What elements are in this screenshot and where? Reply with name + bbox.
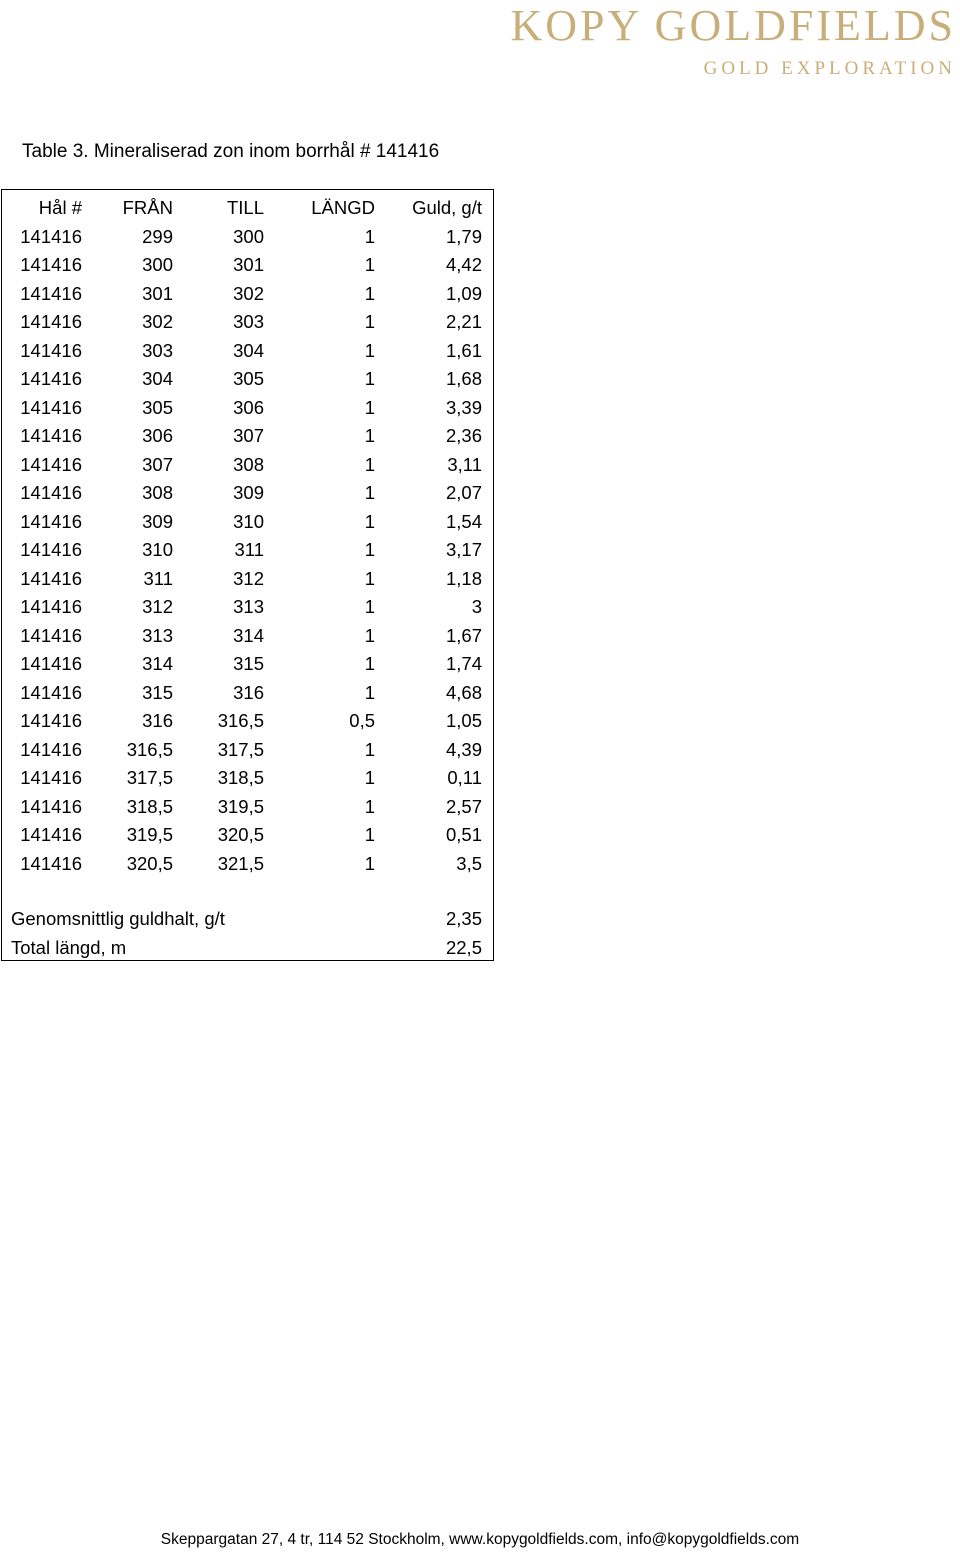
cell-gold: 1,54 [445, 510, 482, 532]
cell-to: 319,5 [217, 795, 264, 817]
cell-gold: 3,11 [447, 453, 482, 475]
cell-hole: 141416 [20, 539, 82, 560]
cell-hole: 141416 [20, 425, 82, 446]
cell-gold: 2,07 [445, 482, 482, 503]
cell-from: 309 [142, 510, 173, 532]
cell-length: 1 [364, 795, 375, 817]
table-row [2, 280, 482, 309]
cell-hole: 141416 [20, 738, 82, 760]
company-logo [456, 1, 956, 80]
cell-to: 316 [233, 681, 264, 703]
data-table [2, 194, 482, 878]
cell-hole: 141416 [20, 482, 82, 503]
cell-length: 1 [364, 824, 375, 845]
table-row [2, 251, 482, 280]
cell-to: 316,5 [217, 710, 264, 731]
cell-hole: 141416 [20, 510, 82, 532]
cell-length: 1 [364, 596, 375, 617]
total-length-label: Total längd, m [11, 936, 127, 958]
summary-length-row [11, 934, 482, 963]
cell-from: 306 [142, 425, 173, 446]
cell-to: 317,5 [217, 738, 264, 760]
table-row [2, 650, 482, 679]
table-row [2, 479, 482, 508]
table-row [2, 365, 482, 394]
cell-to: 306 [233, 396, 264, 418]
cell-length: 1 [364, 653, 375, 674]
table-header-row [2, 194, 482, 223]
cell-length: 1 [364, 282, 375, 304]
total-length-value: 22,5 [445, 936, 482, 958]
cell-length: 0,5 [349, 710, 375, 731]
cell-hole: 141416 [20, 311, 82, 332]
cell-from: 303 [142, 339, 173, 361]
cell-length: 1 [364, 425, 375, 446]
cell-from: 320,5 [126, 852, 173, 874]
cell-gold: 3,17 [445, 539, 482, 560]
cell-to: 311 [234, 539, 264, 560]
table-row [2, 508, 482, 537]
cell-to: 301 [233, 254, 264, 275]
cell-to: 312 [233, 567, 264, 589]
cell-length: 1 [364, 396, 375, 418]
cell-from: 305 [142, 396, 173, 418]
cell-hole: 141416 [20, 653, 82, 674]
cell-hole: 141416 [20, 225, 82, 247]
cell-hole: 141416 [20, 339, 82, 361]
cell-to: 307 [233, 425, 264, 446]
cell-gold: 3 [471, 596, 482, 617]
cell-to: 318,5 [217, 767, 264, 788]
cell-to: 308 [233, 453, 264, 475]
cell-from: 302 [142, 311, 173, 332]
cell-to: 309 [233, 482, 264, 503]
cell-gold: 1,61 [445, 339, 482, 361]
cell-gold: 1,05 [445, 710, 482, 731]
cell-from: 313 [142, 624, 173, 646]
cell-length: 1 [364, 767, 375, 788]
table-row [2, 565, 482, 594]
header-gold: Guld, g/t [412, 197, 482, 218]
cell-length: 1 [364, 368, 375, 389]
cell-hole: 141416 [20, 567, 82, 589]
header-hole: Hål # [38, 197, 82, 218]
cell-to: 320,5 [217, 824, 264, 845]
cell-from: 304 [142, 368, 173, 389]
cell-from: 310 [142, 539, 173, 560]
cell-gold: 2,36 [445, 425, 482, 446]
cell-from: 315 [142, 681, 173, 703]
cell-hole: 141416 [20, 681, 82, 703]
table-row [2, 793, 482, 822]
cell-from: 317,5 [126, 767, 173, 788]
cell-gold: 1,74 [445, 653, 482, 674]
average-label: Genomsnittlig guldhalt, g/t [11, 908, 225, 929]
cell-from: 299 [142, 225, 173, 247]
page-footer: Skeppargatan 27, 4 tr, 114 52 Stockholm, www.kopygoldfields.com, info@kopygoldfields.com [160, 1531, 800, 1548]
cell-gold: 1,79 [445, 225, 482, 247]
table-row [2, 821, 482, 850]
cell-from: 311 [143, 567, 173, 589]
cell-length: 1 [364, 482, 375, 503]
cell-from: 314 [142, 653, 173, 674]
cell-gold: 1,18 [445, 567, 482, 589]
cell-hole: 141416 [20, 254, 82, 275]
table-row [2, 422, 482, 451]
cell-from: 301 [142, 282, 173, 304]
cell-gold: 0,51 [445, 824, 482, 845]
cell-hole: 141416 [20, 368, 82, 389]
cell-from: 319,5 [126, 824, 173, 845]
cell-from: 308 [142, 482, 173, 503]
cell-hole: 141416 [20, 852, 82, 874]
cell-gold: 3,5 [456, 852, 482, 874]
cell-to: 305 [233, 368, 264, 389]
cell-hole: 141416 [20, 767, 82, 788]
table-row [2, 308, 482, 337]
cell-hole: 141416 [20, 795, 82, 817]
cell-to: 314 [233, 624, 264, 646]
cell-to: 321,5 [217, 852, 264, 874]
table-row [2, 337, 482, 366]
cell-gold: 2,57 [445, 795, 482, 817]
cell-hole: 141416 [20, 453, 82, 475]
data-table-box [1, 189, 494, 961]
cell-gold: 4,39 [445, 738, 482, 760]
table-caption: Table 3. Mineraliserad zon inom borrhål # 141416 [22, 141, 440, 162]
cell-from: 312 [142, 596, 173, 617]
cell-length: 1 [364, 624, 375, 646]
table-row [2, 223, 482, 252]
cell-to: 315 [233, 653, 264, 674]
cell-gold: 1,09 [445, 282, 482, 304]
cell-length: 1 [364, 453, 375, 475]
header-length: LÄNGD [311, 197, 375, 218]
cell-length: 1 [364, 567, 375, 589]
cell-hole: 141416 [20, 396, 82, 418]
cell-from: 300 [142, 254, 173, 275]
cell-to: 303 [233, 311, 264, 332]
table-summary [11, 905, 482, 962]
cell-hole: 141416 [20, 596, 82, 617]
cell-hole: 141416 [20, 624, 82, 646]
cell-to: 302 [233, 282, 264, 304]
cell-hole: 141416 [20, 282, 82, 304]
cell-length: 1 [364, 681, 375, 703]
header-from: FRÅN [122, 197, 173, 218]
logo-tagline: GOLD EXPLORATION [703, 58, 956, 79]
cell-length: 1 [364, 254, 375, 275]
header-to: TILL [226, 197, 264, 218]
cell-from: 316 [142, 710, 173, 731]
summary-average-row [11, 905, 482, 934]
cell-hole: 141416 [20, 710, 82, 731]
cell-length: 1 [364, 738, 375, 760]
logo-name: KOPY GOLDFIELDS [510, 1, 956, 50]
cell-to: 310 [233, 510, 264, 532]
cell-length: 1 [364, 852, 375, 874]
cell-from: 316,5 [126, 738, 173, 760]
cell-gold: 1,68 [445, 368, 482, 389]
cell-gold: 4,42 [445, 254, 482, 275]
table-row [2, 850, 482, 879]
cell-length: 1 [364, 539, 375, 560]
table-row [2, 707, 482, 736]
cell-gold: 3,39 [445, 396, 482, 418]
cell-from: 318,5 [126, 795, 173, 817]
table-row [2, 394, 482, 423]
cell-gold: 2,21 [445, 311, 482, 332]
table-row [2, 679, 482, 708]
cell-hole: 141416 [20, 824, 82, 845]
table-row [2, 736, 482, 765]
table-row [2, 622, 482, 651]
table-row [2, 764, 482, 793]
cell-length: 1 [364, 510, 375, 532]
cell-to: 300 [233, 225, 264, 247]
table-row [2, 593, 482, 622]
average-value: 2,35 [445, 908, 482, 929]
cell-gold: 1,67 [445, 624, 482, 646]
cell-gold: 0,11 [447, 767, 482, 788]
table-row [2, 451, 482, 480]
cell-gold: 4,68 [445, 681, 482, 703]
table-row [2, 536, 482, 565]
cell-from: 307 [142, 453, 173, 475]
cell-length: 1 [364, 311, 375, 332]
cell-to: 313 [233, 596, 264, 617]
cell-to: 304 [233, 339, 264, 361]
cell-length: 1 [364, 225, 375, 247]
cell-length: 1 [364, 339, 375, 361]
